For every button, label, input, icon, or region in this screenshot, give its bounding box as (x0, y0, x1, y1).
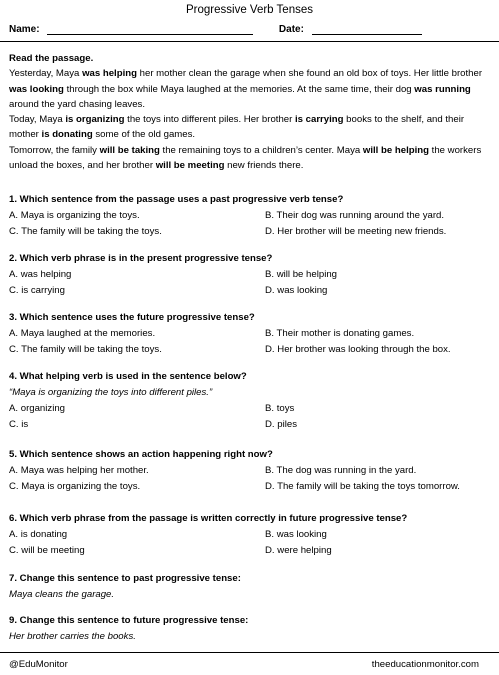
question-9 (9, 613, 491, 645)
name-label: Name: (9, 24, 40, 35)
passage-text: some of the old games. (92, 129, 196, 141)
question-stem: 4. What helping verb is used in the sentence below? (9, 371, 247, 382)
passage-text: the remaining toys to a children’s center. Maya (159, 144, 363, 156)
answer-options (9, 463, 491, 495)
verb-phrase-bold: is organizing (65, 114, 125, 126)
header-divider (0, 41, 499, 42)
option-d[interactable]: D. was looking (265, 285, 328, 296)
passage-text: around the yard chasing leaves. (9, 98, 145, 110)
question-2 (9, 251, 491, 299)
option-c[interactable]: C. Maya is organizing the toys. (9, 481, 141, 492)
option-d[interactable]: D. Her brother was looking through the box. (265, 344, 451, 355)
passage-paragraph-3 (9, 143, 489, 174)
question-stem: 1. Which sentence from the passage uses a past progressive verb tense? (9, 194, 344, 205)
passage-text: books to the shelf, and their mother (9, 114, 465, 141)
passage-text: Today, Maya (9, 114, 66, 126)
reading-passage (9, 51, 489, 173)
verb-phrase-bold: was running (414, 83, 471, 95)
option-d[interactable]: D. piles (265, 419, 297, 430)
passage-text: the toys into different piles. Her brother (124, 114, 295, 126)
option-c[interactable]: C. The family will be taking the toys. (9, 226, 162, 237)
passage-text: the workers unload the boxes, and her brother (9, 144, 482, 172)
question-stem: 9. Change this sentence to future progressive tense: (9, 615, 249, 626)
example-sentence: Maya cleans the garage. (9, 589, 115, 600)
passage-text: new friends there. (224, 160, 304, 172)
date-label: Date: (278, 24, 304, 35)
option-b[interactable]: B. Their mother is donating games. (265, 328, 415, 339)
worksheet-title: Progressive Verb Tenses (186, 4, 313, 16)
option-b[interactable]: B. was looking (265, 529, 327, 540)
example-sentence: “Maya is organizing the toys into different piles.” (9, 387, 213, 398)
verb-phrase-bold: is donating (41, 129, 93, 141)
passage-text: Yesterday, Maya (9, 68, 83, 80)
question-7 (9, 571, 491, 603)
question-6 (9, 511, 491, 559)
verb-phrase-bold: was helping (82, 68, 137, 80)
question-stem: 3. Which sentence uses the future progressive tense? (9, 312, 255, 323)
verb-phrase-bold: will be helping (362, 144, 429, 156)
answer-options (9, 267, 491, 299)
passage-paragraph-2 (9, 112, 489, 143)
option-c[interactable]: C. will be meeting (9, 545, 85, 556)
option-a[interactable]: A. Maya laughed at the memories. (9, 328, 156, 339)
option-b[interactable]: B. Their dog was running around the yard. (265, 210, 445, 221)
passage-paragraph-1 (9, 66, 489, 112)
option-d[interactable]: D. The family will be taking the toys tomorrow. (265, 481, 460, 492)
option-a[interactable]: A. was helping (9, 269, 72, 280)
option-c[interactable]: C. is (9, 419, 29, 430)
passage-heading: Read the passage. (9, 53, 94, 64)
option-a[interactable]: A. is donating (9, 529, 68, 540)
verb-phrase-bold: will be taking (99, 144, 160, 156)
question-stem: 6. Which verb phrase from the passage is written correctly in future progressive tense? (9, 513, 408, 524)
name-date-row (9, 24, 489, 35)
question-1 (9, 192, 491, 240)
date-blank-line (312, 25, 422, 35)
question-stem: 7. Change this sentence to past progressive tense: (9, 573, 241, 584)
question-stem: 5. Which sentence shows an action happening right now? (9, 449, 273, 460)
option-d[interactable]: D. were helping (265, 545, 332, 556)
footer (9, 659, 489, 670)
option-c[interactable]: C. is carrying (9, 285, 65, 296)
question-5 (9, 447, 491, 495)
option-b[interactable]: B. The dog was running in the yard. (265, 465, 417, 476)
passage-text: Tomorrow, the family (9, 144, 100, 156)
option-c[interactable]: C. The family will be taking the toys. (9, 344, 162, 355)
name-blank-line (47, 25, 253, 35)
answer-options (9, 208, 491, 240)
option-a[interactable]: A. organizing (9, 403, 65, 414)
footer-divider (0, 652, 499, 653)
option-a[interactable]: A. Maya was helping her mother. (9, 465, 149, 476)
option-d[interactable]: D. Her brother will be meeting new friends. (265, 226, 447, 237)
answer-options (9, 527, 491, 559)
question-3 (9, 310, 491, 358)
verb-phrase-bold: is carrying (294, 114, 344, 126)
example-sentence: Her brother carries the books. (9, 631, 136, 642)
question-4 (9, 369, 491, 433)
verb-phrase-bold: was looking (9, 83, 64, 95)
verb-phrase-bold: will be meeting (155, 160, 225, 172)
footer-handle: @EduMonitor (9, 659, 68, 670)
answer-options (9, 401, 491, 433)
passage-text: her mother clean the garage when she found an old box of toys. Her little brother (136, 68, 483, 80)
footer-website: theeducationmonitor.com (371, 659, 479, 670)
answer-options (9, 326, 491, 358)
option-b[interactable]: B. toys (265, 403, 295, 414)
question-stem: 2. Which verb phrase is in the present progressive tense? (9, 253, 273, 264)
option-b[interactable]: B. will be helping (265, 269, 337, 280)
passage-text: through the box while Maya laughed at the memories. At the same time, their dog (63, 83, 415, 95)
option-a[interactable]: A. Maya is organizing the toys. (9, 210, 140, 221)
